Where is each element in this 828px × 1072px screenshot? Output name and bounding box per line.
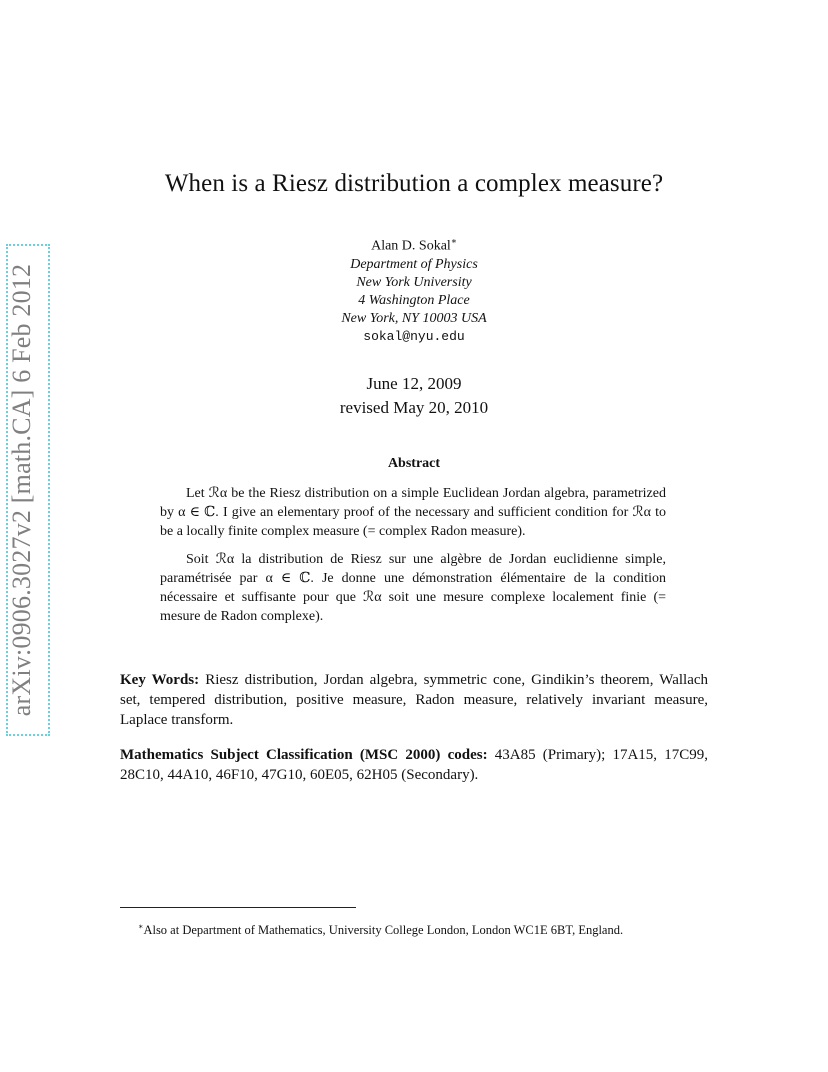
abstract-paragraph-fr: Soit ℛα la distribution de Riesz sur une algèbre de Jordan euclidienne simple, paramétrisée par α ∈ ℂ. Je donne une démonstration élémentaire de la condition nécessaire et suffisante pour que ℛα soit une mesure complexe localement finie (= mesure de Radon complexe). [160,552,666,624]
msc-codes [120,745,708,785]
key-words-text: Riesz distribution, Jordan algebra, symmetric cone, Gindikin’s theorem, Wallach set, tempered distribution, positive measure, Radon measure, relatively invariant measure, Laplace transform. [120,672,709,728]
affiliation-line: Department of Physics [350,256,478,272]
date-original: June 12, 2009 [366,374,462,393]
key-words [120,670,708,730]
arxiv-stamp: arXiv:0906.3027v2 [math.CA] 6 Feb 2012 [7,263,36,717]
author-block [0,232,828,346]
footnote-rule [120,907,356,908]
footnote [138,919,738,938]
msc-text: 43A85 (Primary); 17A15, 17C99, 28C10, 44A10, 46F10, 47G10, 60E05, 62H05 (Secondary). [120,747,709,783]
abstract-paragraph-en: Let ℛα be the Riesz distribution on a simple Euclidean Jordan algebra, parametrized by α ∈ ℂ. I give an elementary proof of the necessary and sufficient condition for ℛα to be a locally finite complex measure (= complex Radon measure). [160,486,666,539]
affiliation-line: 4 Washington Place [358,292,470,308]
msc-label: Mathematics Subject Classification (MSC 2000) codes: [120,747,488,763]
affiliation-line: New York University [356,274,472,290]
author-footnote-mark: ∗ [450,236,457,246]
affiliation-line: New York, NY 10003 USA [341,310,487,326]
author-name: Alan D. Sokal [371,238,451,254]
author-email[interactable]: sokal@nyu.edu [363,328,465,344]
dates [0,372,828,420]
key-words-label: Key Words: [120,672,200,688]
paper-title: When is a Riesz distribution a complex measure? [164,170,664,197]
date-revised: revised May 20, 2010 [339,398,489,417]
abstract-heading: Abstract [387,456,441,471]
footnote-mark: ∗ [138,922,144,931]
author-name-line [0,232,828,256]
abstract-body [160,484,666,635]
footnote-text: Also at Department of Mathematics, University College London, London WC1E 6BT, England. [143,923,624,938]
